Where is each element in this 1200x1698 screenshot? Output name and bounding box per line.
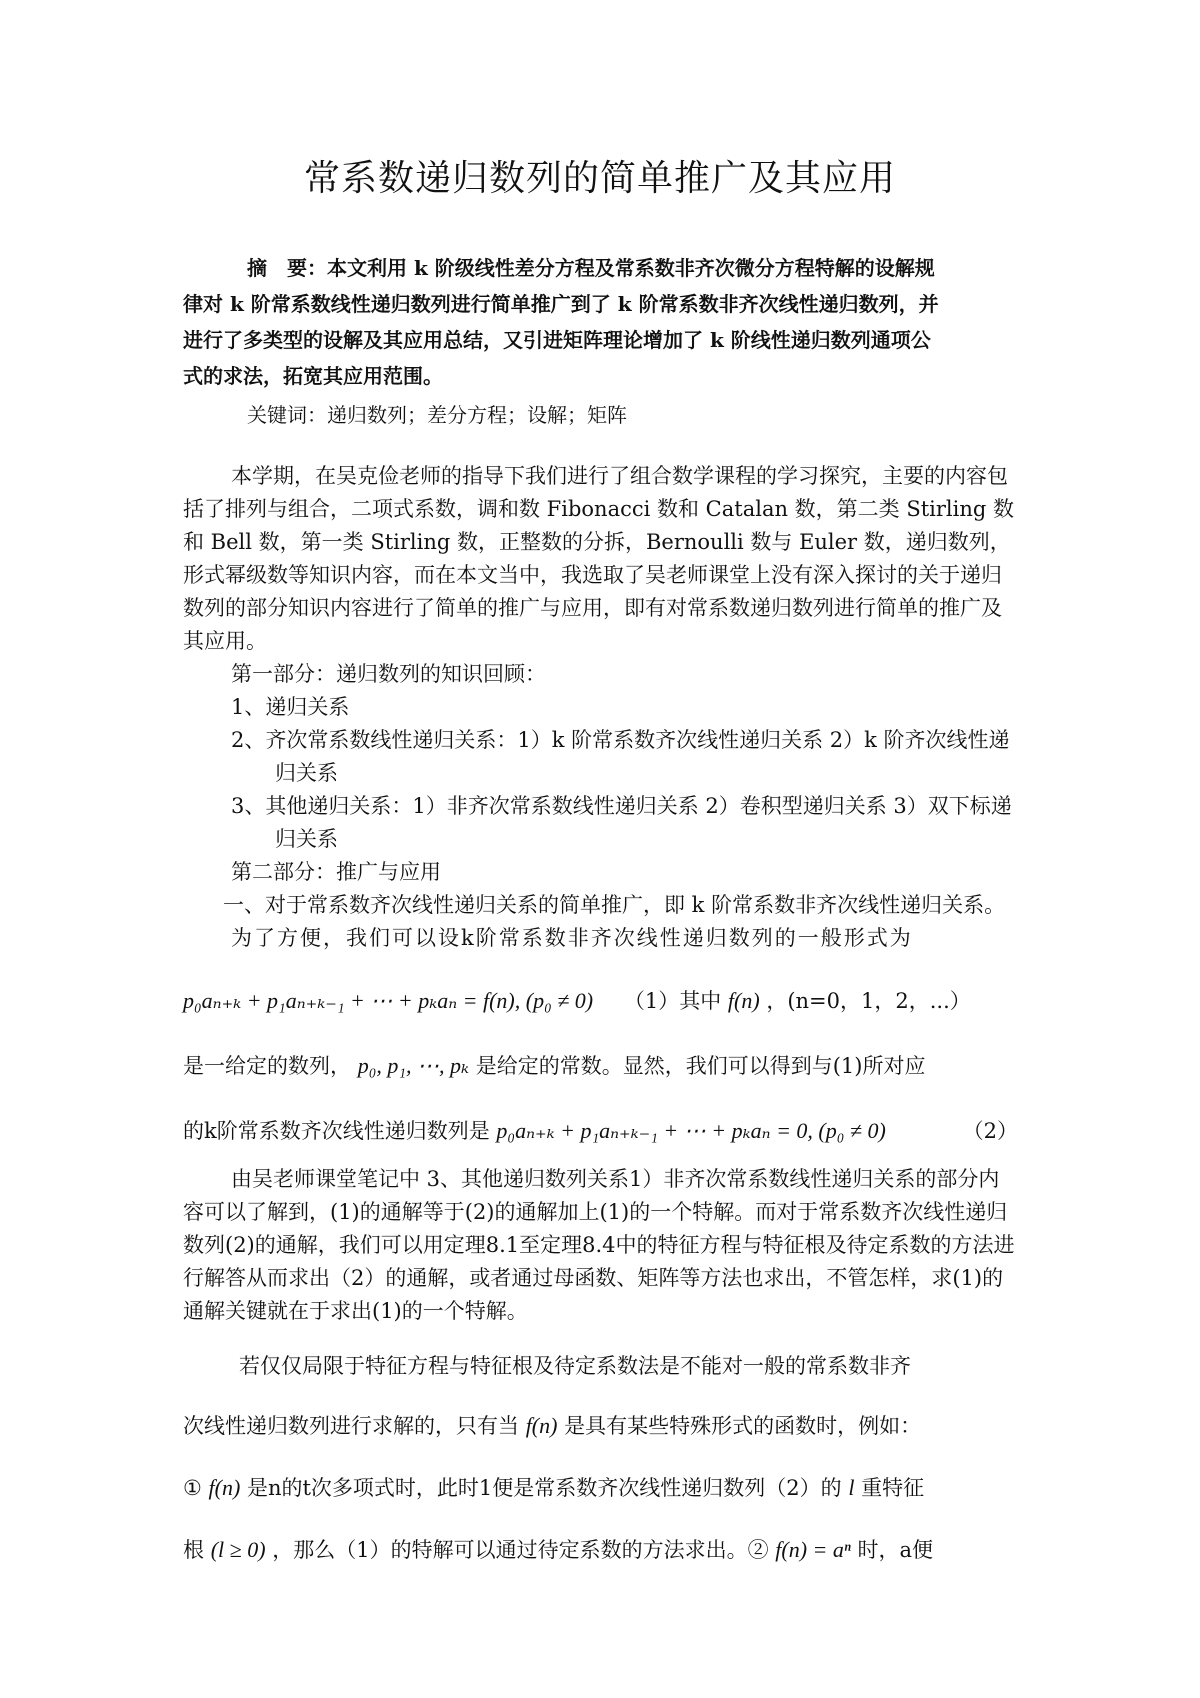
intro-paragraph: 本学期，在吴克俭老师的指导下我们进行了组合数学课程的学习探究，主要的内容包括了排列与组合，二项式系数，调和数 Fibonacci 数和 Catalan 数，第二类 Stirling 数和 Bell 数，第一类 Stirling 数，正整数的分拆，Bernoulli 数与 Euler 数，递归数列，形式幂级数等知识内容，而在本文当中，我选取了吴老师课堂上没有深入探讨的关于递归数列的部分知识内容进行了简单的推广与应用，即有对常系数递归数列进行简单的推广及其应用。 <box>183 464 1014 653</box>
equation-2-text: 的k阶常系数齐次线性递归数列是 <box>183 1119 490 1143</box>
form-paragraph: 为了方便，我们可以设k阶常系数非齐次线性递归数列的一般形式为 <box>231 926 913 950</box>
case-1-line <box>183 1472 1018 1502</box>
abstract <box>183 250 1018 394</box>
condition: (l ≥ 0) <box>210 1537 266 1562</box>
index-range: ，(n=0，1，2，...） <box>766 989 971 1013</box>
equation-2-label: （2） <box>962 1119 1018 1143</box>
section-heading: 一、对于常系数齐次线性递归关系的简单推广，即 k 阶常系数非齐次线性递归关系。 <box>223 893 1006 917</box>
case-marker: ① <box>183 1476 202 1500</box>
equation-1-label: （1）其中 <box>623 989 722 1013</box>
page-title: 常系数递归数列的简单推广及其应用 <box>303 158 896 199</box>
multiplicity-symbol: l <box>848 1475 855 1500</box>
list-item: 3、其他递归关系：1）非齐次常系数线性递归关系 2）卷积型递归关系 3）双下标递归关系 <box>231 794 1012 851</box>
limit-line-2 <box>183 1410 1018 1440</box>
limit-text: 次线性递归数列进行求解的，只有当 <box>183 1414 519 1438</box>
limit-text: 是具有某些特殊形式的函数时，例如： <box>564 1414 922 1438</box>
given-line <box>183 1050 1018 1080</box>
case-text: 是n的t次多项式时，此时1便是常系数齐次线性递归数列（2）的 <box>246 1476 842 1500</box>
abstract-line: 摘 要：本文利用 k 阶级线性差分方程及常系数非齐次微分方程特解的设解规 <box>247 256 935 280</box>
coefficients: p₀, p₁, ⋯, pₖ <box>357 1053 470 1078</box>
given-text: 是一给定的数列， <box>183 1054 351 1078</box>
equation-2-line <box>183 1115 1018 1145</box>
part2-heading: 第二部分：推广与应用 <box>231 860 441 884</box>
fn-symbol: f(n) <box>727 988 760 1013</box>
given-text: 是给定的常数。显然，我们可以得到与(1)所对应 <box>475 1054 926 1078</box>
equation-1: p₀aₙ₊ₖ + p₁aₙ₊ₖ₋₁ + ⋯ + pₖaₙ = f(n), (p₀ ≠ 0) <box>183 988 594 1013</box>
equation-1-line <box>183 985 1018 1015</box>
list-item: 2、齐次常系数线性递归关系：1）k 阶常系数齐次线性递归关系 2）k 阶齐次线性递归关系 <box>231 728 1010 785</box>
case-2-line <box>183 1534 1018 1564</box>
equation-2: p₀aₙ₊ₖ + p₁aₙ₊ₖ₋₁ + ⋯ + pₖaₙ = 0, (p₀ ≠ 0) <box>496 1118 886 1143</box>
list-item: 1、递归关系 <box>231 695 350 719</box>
case-text: 重特征 <box>861 1476 925 1500</box>
fn-symbol: f(n) <box>525 1413 558 1438</box>
solution-section <box>183 1163 1018 1328</box>
part1-heading: 第一部分：递归数列的知识回顾： <box>231 662 546 686</box>
case-text: 时，a便 <box>857 1538 934 1562</box>
abstract-line: 律对 k 阶常系数线性递归数列进行简单推广到了 k 阶常系数非齐次线性递归数列，并 <box>183 292 939 316</box>
fn-exponential: f(n) = aⁿ <box>775 1537 851 1562</box>
fn-symbol: f(n) <box>208 1475 241 1500</box>
abstract-line: 式的求法，拓宽其应用范围。 <box>183 364 443 388</box>
solution-paragraph: 由吴老师课堂笔记中 3、其他递归数列关系1）非齐次常系数线性递归关系的部分内容可以了解到，(1)的通解等于(2)的通解加上(1)的一个特解。而对于常系数齐次线性递归数列(2)的通解，我们可以用定理8.1至定理8.4中的特征方程与特征根及待定系数的方法进行解答从而求出（2）的通解，或者通过母函数、矩阵等方法也求出，不管怎样，求(1)的通解关键就在于求出(1)的一个特解。 <box>183 1167 1015 1323</box>
case-text: ，那么（1）的特解可以通过待定系数的方法求出。② <box>272 1538 769 1562</box>
body-section <box>183 460 1018 955</box>
keywords: 关键词：递归数列；差分方程；设解；矩阵 <box>247 403 627 427</box>
case-text: 根 <box>183 1538 204 1562</box>
limit-line-1: 若仅仅局限于特征方程与特征根及待定系数法是不能对一般的常系数非齐 <box>239 1354 911 1378</box>
abstract-line: 进行了多类型的设解及其应用总结，又引进矩阵理论增加了 k 阶线性递归数列通项公 <box>183 328 931 352</box>
